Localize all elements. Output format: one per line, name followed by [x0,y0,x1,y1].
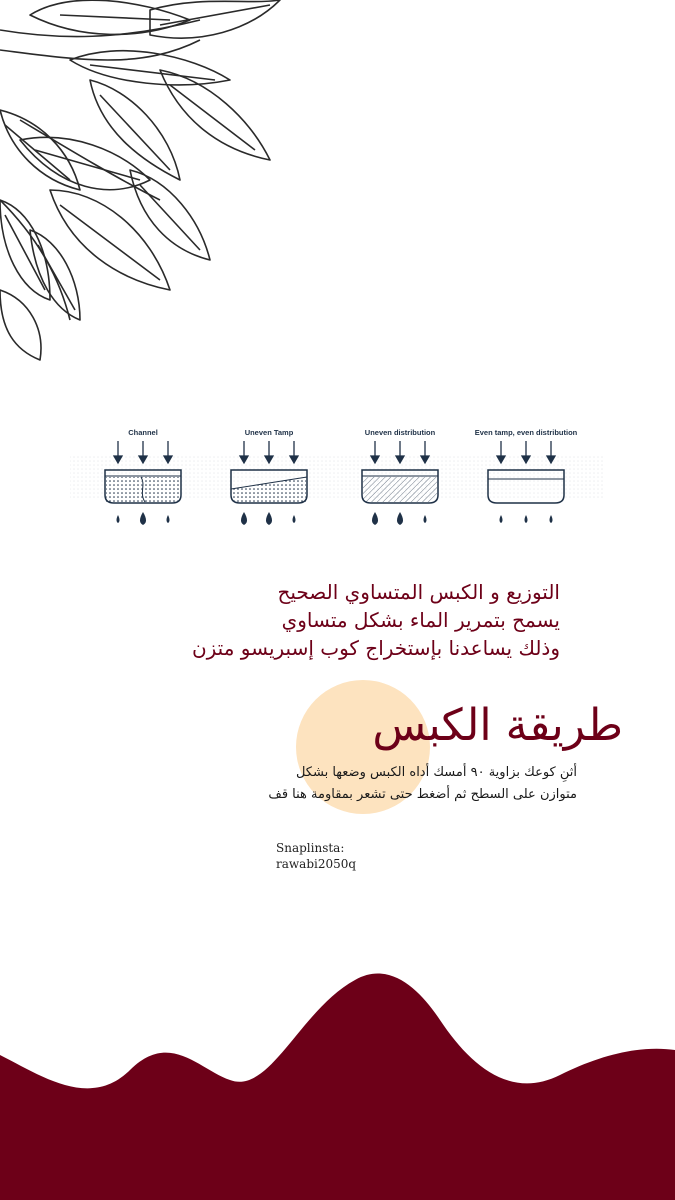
page-title: طريقة الكبس [372,700,623,751]
diagram-panel-channel [105,428,181,525]
water-drop-icon [500,515,553,523]
leaves-illustration [0,0,290,370]
steps-line: أثنِ كوعك بزاوية ٩٠ أمسك أداه الكبس وضعها بشكل [295,765,577,780]
diagram-panel-uneven-distribution [362,428,438,525]
steps-text [268,762,577,806]
credit-handle: rawabi2050q [276,857,357,871]
wave-shape [0,960,675,1200]
credit-line: Snaplinsta: [276,841,345,855]
description [120,578,560,662]
diagram-label: Uneven Tamp [244,428,294,437]
credit [276,840,356,872]
water-drop-icon [117,512,170,525]
tamping-diagram [0,415,675,540]
diagram-label: Uneven distribution [364,428,436,437]
description-line: التوزيع و الكبس المتساوي الصحيح [277,580,560,604]
water-drop-icon [241,512,296,525]
description-line: يسمح بتمرير الماء بشكل متساوي [281,608,560,632]
water-drop-icon [372,512,427,525]
description-line: وذلك يساعدنا بإستخراج كوب إسبريسو متزن [191,636,560,660]
diagram-label: Even tamp, even distribution [474,428,578,437]
steps-line: متوازن على السطح ثم أضغط حتى تشعر بمقاومة هنا قف [268,787,577,802]
diagram-label: Channel [128,428,158,437]
